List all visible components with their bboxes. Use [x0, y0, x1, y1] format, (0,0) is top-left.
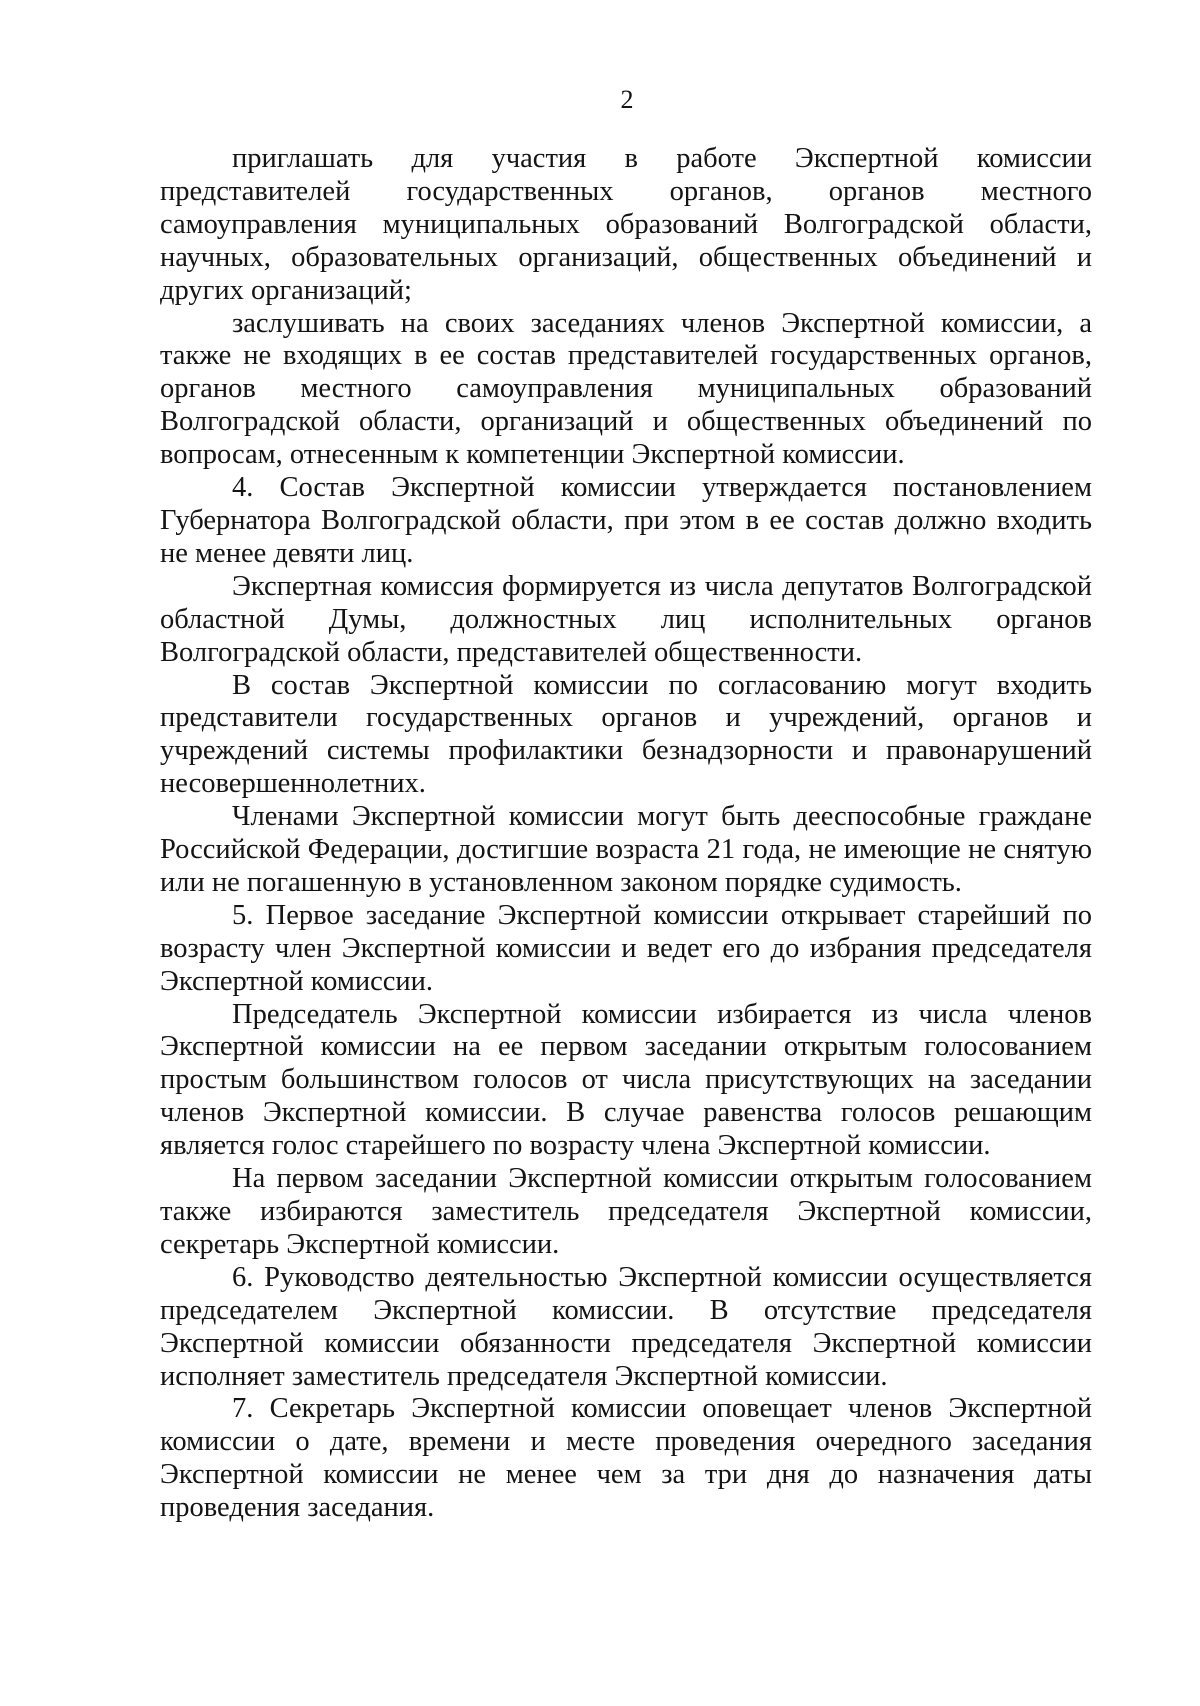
document-body [160, 143, 1092, 1525]
paragraph-section-4-composition: 4. Состав Экспертной комиссии утверждается постановлением Губернатора Волгоградской области, при этом в ее состав должно входить не менее девяти лиц. [160, 472, 1092, 569]
paragraph-section-6-leadership: 6. Руководство деятельностью Экспертной комиссии осуществляется председателем Экспертной комиссии. В отсутствие председателя Экспертной комиссии обязанности председателя Экспертной комиссии исполняет заместитель председателя Экспертной комиссии. [160, 1261, 1092, 1392]
paragraph-member-eligibility: Членами Экспертной комиссии могут быть дееспособные граждане Российской Федерации, достигшие возраста 21 года, не имеющие не снятую или не погашенную в установленном законом порядке судимость. [160, 801, 1092, 898]
paragraph-hear-members: заслушивать на своих заседаниях членов Экспертной комиссии, а также не входящих в ее состав представителей государственных органов, органов местного самоуправления муниципальных образований Волгоградской области, организаций и общественных объединений по вопросам, отнесенным к компетенции Экспертной комиссии. [160, 307, 1092, 471]
paragraph-section-5-first-meeting: 5. Первое заседание Экспертной комиссии открывает старейший по возрасту член Экспертной комиссии и ведет его до избрания председателя Экспертной комиссии. [160, 899, 1092, 997]
paragraph-chair-election: Председатель Экспертной комиссии избирается из числа членов Экспертной комиссии на ее первом заседании открытым голосованием простым большинством голосов от числа присутствующих на заседании членов Экспертной комиссии. В случае равенства голосов решающим является голос старейшего по возрасту члена Экспертной комиссии. [160, 998, 1092, 1162]
paragraph-agreed-members: В состав Экспертной комиссии по согласованию могут входить представители государственных органов и учреждений, органов и учреждений системы профилактики безнадзорности и правонарушений несовершеннолетних. [160, 669, 1092, 800]
paragraph-invite-representatives: приглашать для участия в работе Экспертной комиссии представителей государственных органов, органов местного самоуправления муниципальных образований Волгоградской области, научных, образовательных организаций, общественных объединений и других организаций; [160, 143, 1092, 306]
paragraph-section-7-notification: 7. Секретарь Экспертной комиссии оповещает членов Экспертной комиссии о дате, времени и месте проведения очередного заседания Экспертной комиссии не менее чем за три дня до назначения даты проведения заседания. [160, 1393, 1092, 1524]
paragraph-commission-formation: Экспертная комиссия формируется из числа депутатов Волгоградской областной Думы, должностных лиц исполнительных органов Волгоградской области, представителей общественности. [160, 570, 1092, 668]
paragraph-deputy-secretary-election: На первом заседании Экспертной комиссии открытым голосованием также избираются заместитель председателя Экспертной комиссии, секретарь Экспертной комиссии. [160, 1163, 1092, 1260]
page-number: 2 [620, 85, 634, 114]
